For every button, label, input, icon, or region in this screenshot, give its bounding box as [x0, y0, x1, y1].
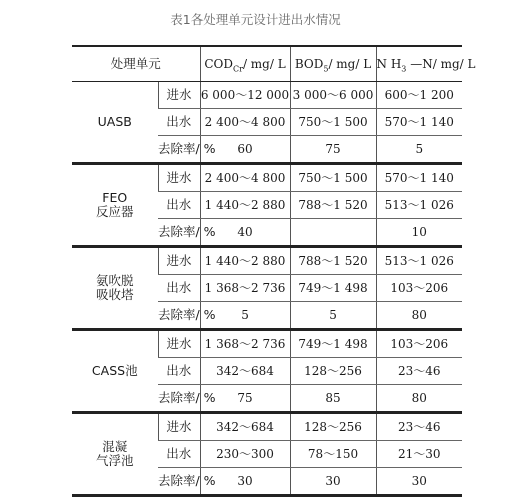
row-label-removal: 去除率/ % — [158, 136, 200, 164]
cell-cod-removal: 75 — [200, 385, 290, 413]
table-caption: 表1各处理单元设计进出水情况 — [170, 12, 341, 27]
unit-name-line2: 反应器 — [95, 204, 134, 219]
unit-group — [72, 413, 462, 496]
row-label-influent: 进水 — [158, 164, 200, 192]
table-row — [72, 413, 462, 441]
cell-bod-removal: 75 — [290, 136, 376, 164]
cell-cod-influent: 1 368～2 736 — [200, 330, 290, 358]
cell-cod-removal: 60 — [200, 136, 290, 164]
table-row — [72, 330, 462, 358]
cell-nh3n-effluent: 21～30 — [376, 441, 462, 468]
cell-bod-influent: 788～1 520 — [290, 247, 376, 275]
cell-nh3n-effluent: 513～1 026 — [376, 192, 462, 219]
row-label-effluent: 出水 — [158, 275, 200, 302]
table-row — [72, 82, 462, 109]
row-label-effluent: 出水 — [158, 109, 200, 136]
cell-nh3n-effluent: 570～1 140 — [376, 109, 462, 136]
unit-name-line2: 吸收塔 — [95, 287, 134, 302]
cell-bod-effluent: 788～1 520 — [290, 192, 376, 219]
cell-bod-removal: 5 — [290, 302, 376, 330]
unit-name-line1: 混凝 — [102, 439, 128, 454]
header-treatment-unit: 处理单元 — [72, 46, 200, 82]
cell-nh3n-influent: 103～206 — [376, 330, 462, 358]
row-label-removal: 去除率/ % — [158, 219, 200, 247]
unit-group — [72, 82, 462, 164]
unit-name-line1: FEO — [102, 190, 128, 205]
cell-nh3n-influent: 23～46 — [376, 413, 462, 441]
cell-bod-effluent: 749～1 498 — [290, 275, 376, 302]
cell-bod-removal: 30 — [290, 468, 376, 496]
unit-name — [72, 164, 158, 247]
row-label-removal: 去除率/ % — [158, 302, 200, 330]
cell-bod-influent: 749～1 498 — [290, 330, 376, 358]
cell-cod-influent: 1 440～2 880 — [200, 247, 290, 275]
cell-cod-effluent: 2 400～4 800 — [200, 109, 290, 136]
unit-name-line2: 气浮池 — [95, 453, 134, 468]
cell-nh3n-removal: 80 — [376, 385, 462, 413]
treatment-units-table — [72, 45, 476, 497]
cell-cod-removal: 5 — [200, 302, 290, 330]
cell-cod-effluent: 1 368～2 736 — [200, 275, 290, 302]
cell-bod-removal: 85 — [290, 385, 376, 413]
row-label-influent: 进水 — [158, 82, 200, 109]
table-row — [72, 247, 462, 275]
cell-bod-influent: 750～1 500 — [290, 164, 376, 192]
unit-name-line1: 氨吹脱 — [95, 273, 134, 288]
cell-nh3n-removal: 5 — [376, 136, 462, 164]
cell-nh3n-removal: 30 — [376, 468, 462, 496]
unit-name — [72, 82, 158, 164]
unit-name — [72, 247, 158, 330]
row-label-effluent: 出水 — [158, 192, 200, 219]
row-label-removal: 去除率/ % — [158, 385, 200, 413]
cell-cod-removal: 30 — [200, 468, 290, 496]
header-cod: $COD_{Cr}/$ mg/ L — [200, 46, 290, 82]
header-nh3n: N $H_3$ —N/ mg/ L — [376, 46, 462, 82]
cell-cod-effluent: 230～300 — [200, 441, 290, 468]
cell-cod-influent: 2 400～4 800 — [200, 164, 290, 192]
cell-cod-influent: 6 000～12 000 — [200, 82, 290, 109]
cell-nh3n-influent: 600～1 200 — [376, 82, 462, 109]
cell-nh3n-effluent: 103～206 — [376, 275, 462, 302]
cell-bod-effluent: 750～1 500 — [290, 109, 376, 136]
cell-cod-removal: 40 — [200, 219, 290, 247]
cell-cod-influent: 342～684 — [200, 413, 290, 441]
cell-bod-influent: 3 000～6 000 — [290, 82, 376, 109]
cell-nh3n-removal: 10 — [376, 219, 462, 247]
cell-cod-effluent: 1 440～2 880 — [200, 192, 290, 219]
table-row — [72, 164, 462, 192]
unit-group — [72, 164, 462, 247]
cell-bod-removal — [290, 219, 376, 247]
row-label-effluent: 出水 — [158, 358, 200, 385]
cell-nh3n-influent: 513～1 026 — [376, 247, 462, 275]
row-label-effluent: 出水 — [158, 441, 200, 468]
row-label-influent: 进水 — [158, 247, 200, 275]
cell-nh3n-influent: 570～1 140 — [376, 164, 462, 192]
unit-name-line1: CASS池 — [91, 363, 138, 378]
header-row — [72, 46, 462, 82]
cell-nh3n-removal: 80 — [376, 302, 462, 330]
cell-bod-effluent: 78～150 — [290, 441, 376, 468]
row-label-removal: 去除率/ % — [158, 468, 200, 496]
cell-cod-effluent: 342～684 — [200, 358, 290, 385]
cell-nh3n-effluent: 23～46 — [376, 358, 462, 385]
row-label-influent: 进水 — [158, 330, 200, 358]
unit-name — [72, 413, 158, 496]
unit-group — [72, 247, 462, 330]
unit-name-line1: UASB — [97, 114, 132, 129]
unit-group — [72, 330, 462, 413]
unit-name — [72, 330, 158, 413]
row-label-influent: 进水 — [158, 413, 200, 441]
cell-bod-effluent: 128～256 — [290, 358, 376, 385]
header-bod: $BOD_5/$ mg/ L — [290, 46, 376, 82]
cell-bod-influent: 128～256 — [290, 413, 376, 441]
